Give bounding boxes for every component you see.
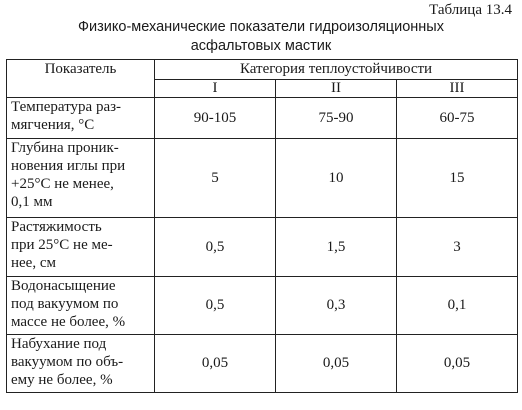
cell-value: 0,05 xyxy=(397,335,518,393)
category-header-1: I xyxy=(155,80,276,98)
cell-value: 1,5 xyxy=(276,218,397,277)
table-row-swelling xyxy=(7,335,518,393)
row-label: Температура раз- мягчения, °С xyxy=(7,98,155,139)
cell-value: 0,05 xyxy=(155,335,276,393)
table-title xyxy=(0,18,522,56)
table-title-line-2: асфальтовых мастик xyxy=(190,38,332,54)
category-header-3: III xyxy=(397,80,518,98)
row-label: Глубина проник- новения иглы при +25°С не менее, 0,1 мм xyxy=(7,139,155,218)
table-number: Таблица 13.4 xyxy=(429,2,512,18)
cell-value: 60-75 xyxy=(397,98,518,139)
cell-value: 0,5 xyxy=(155,218,276,277)
cell-value: 10 xyxy=(276,139,397,218)
cell-value: 5 xyxy=(155,139,276,218)
table-row-needle-penetration xyxy=(7,139,518,218)
cell-value: 0,5 xyxy=(155,277,276,335)
row-label: Набухание под вакуумом по объ- ему не более, % xyxy=(7,335,155,393)
cell-value: 15 xyxy=(397,139,518,218)
properties-table xyxy=(6,59,518,393)
table-row-softening-temperature xyxy=(7,98,518,139)
param-column-header: Показатель xyxy=(7,60,155,98)
row-label: Водонасыщение под вакуумом по массе не более, % xyxy=(7,277,155,335)
table-header-row xyxy=(7,60,518,80)
table-row-water-saturation xyxy=(7,277,518,335)
cell-value: 75-90 xyxy=(276,98,397,139)
table-row-ductility xyxy=(7,218,518,277)
table-title-line-1: Физико-механические показатели гидроизоляционных xyxy=(78,19,444,35)
cell-value: 0,3 xyxy=(276,277,397,335)
cell-value: 3 xyxy=(397,218,518,277)
cell-value: 90-105 xyxy=(155,98,276,139)
cell-value: 0,1 xyxy=(397,277,518,335)
category-group-header: Категория теплоустойчивости xyxy=(155,60,518,80)
row-label: Растяжимость при 25°С не ме- нее, см xyxy=(7,218,155,277)
cell-value: 0,05 xyxy=(276,335,397,393)
category-header-2: II xyxy=(276,80,397,98)
